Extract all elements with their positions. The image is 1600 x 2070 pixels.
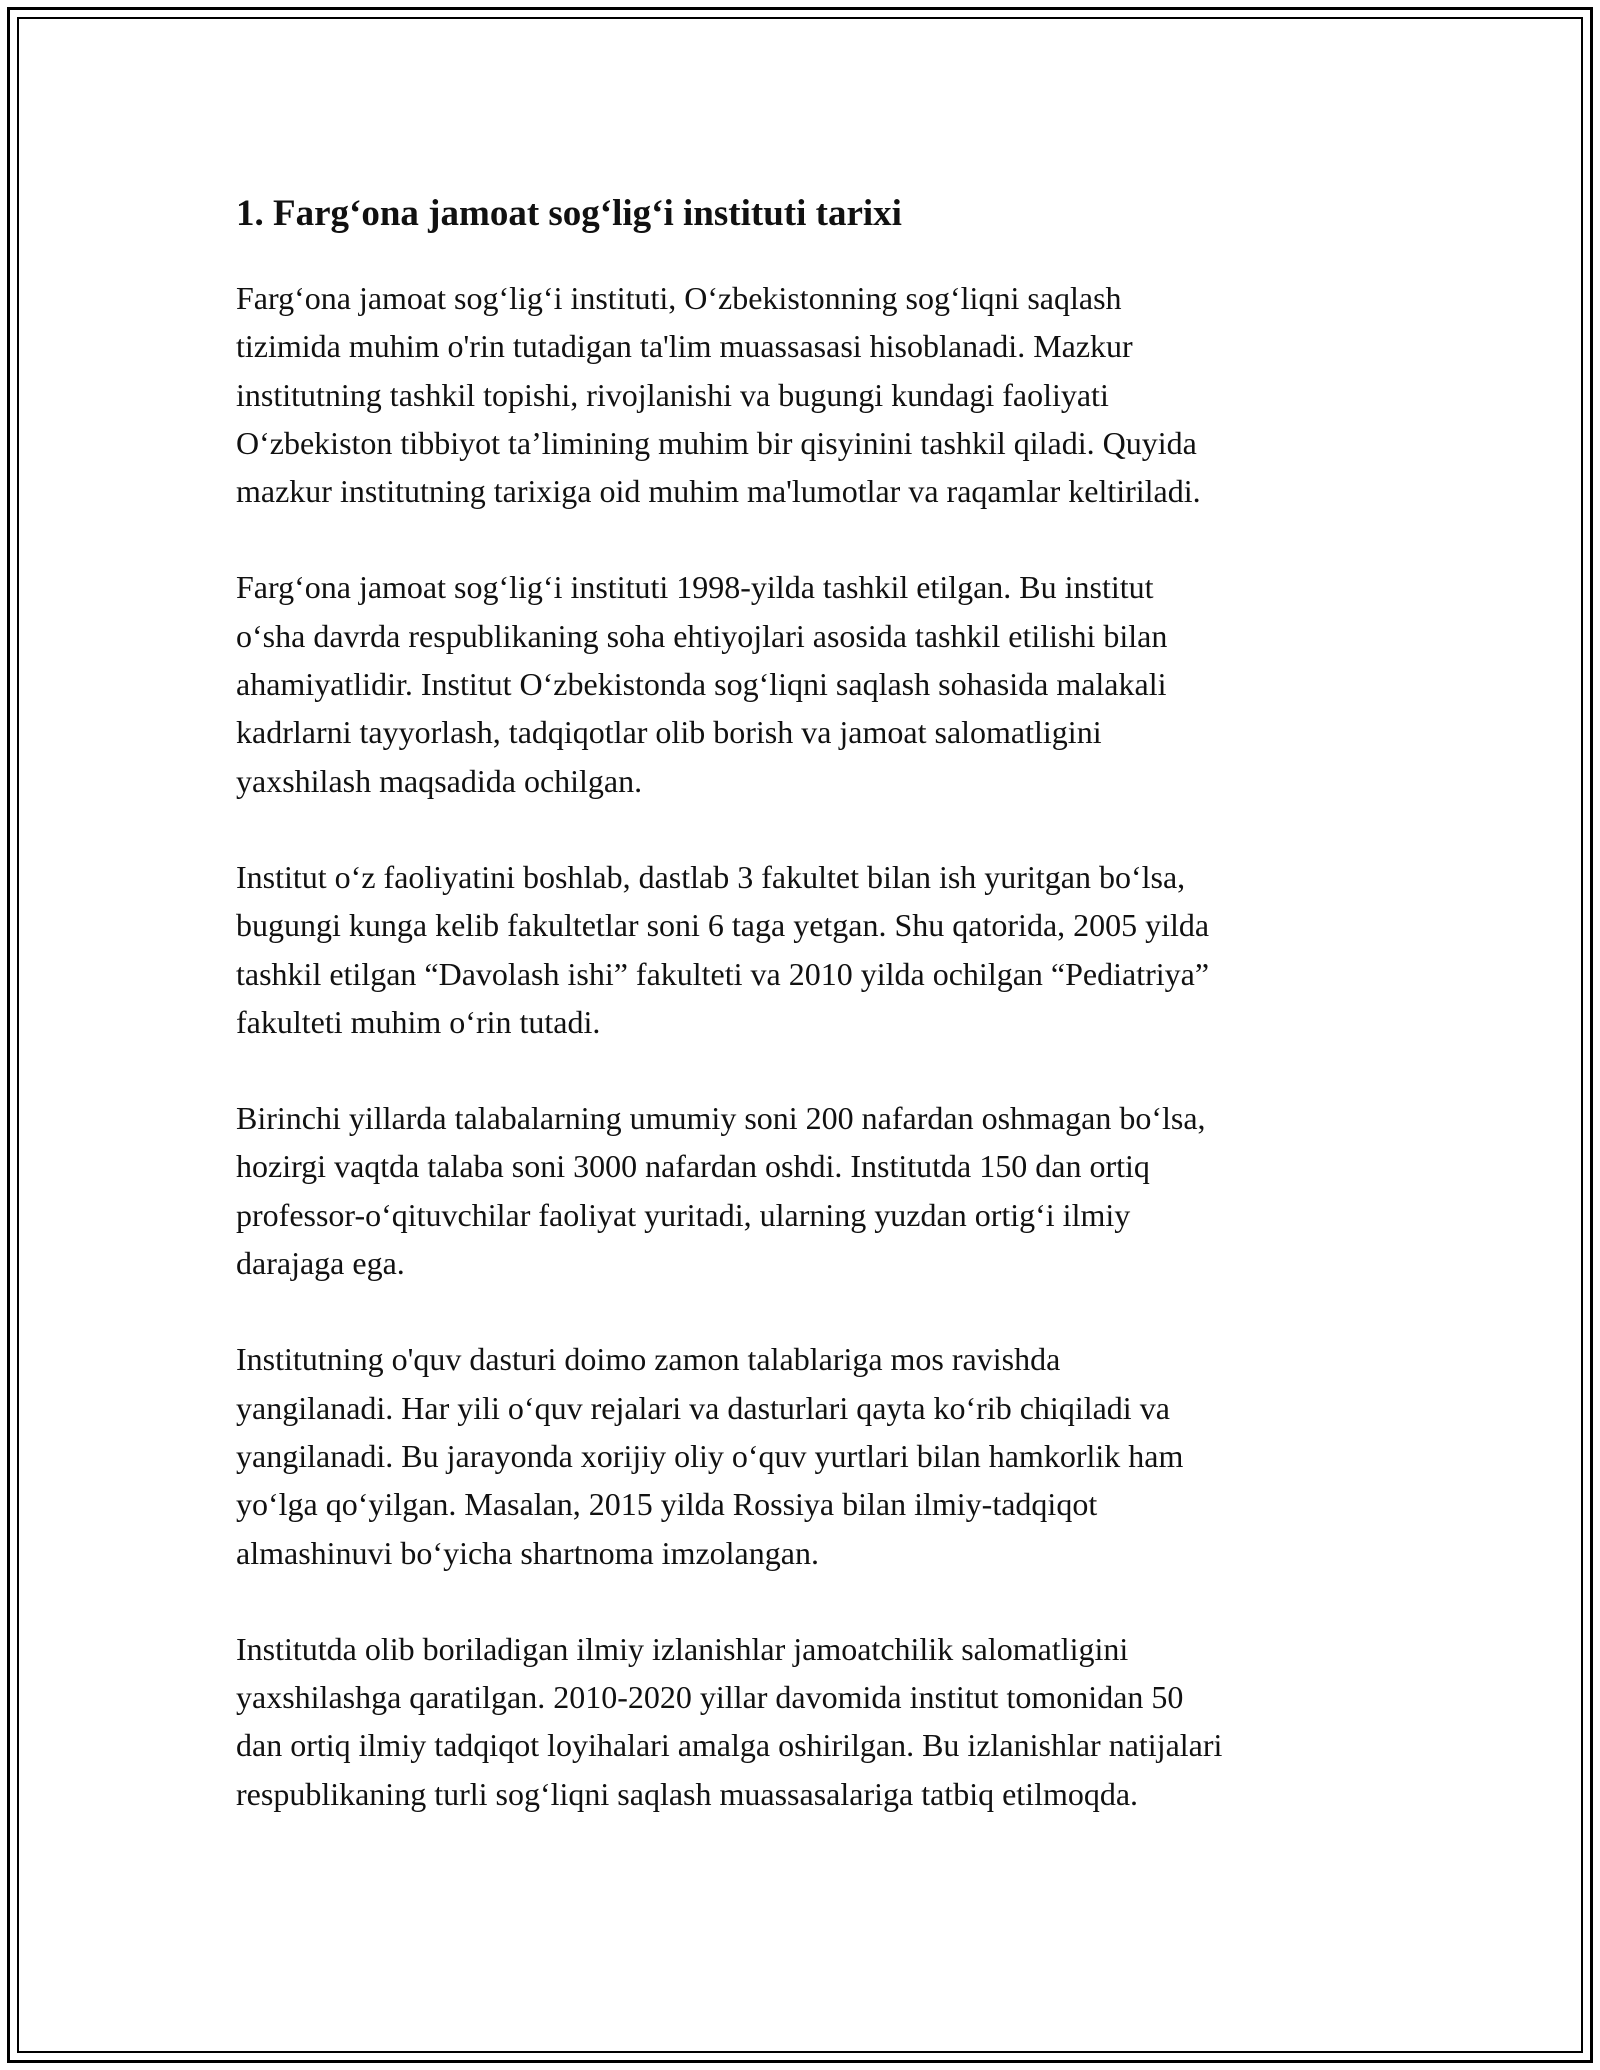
paragraph-faculties [236,853,1386,1046]
text-line: o‘sha davrda respublikaning soha ehtiyojlari asosida tashkil etilishi bilan [236,617,1168,654]
text-line: yangilanadi. Har yili o‘quv rejalari va dasturlari qayta ko‘rib chiqiladi va [236,1389,1170,1426]
text-line: Farg‘ona jamoat sog‘lig‘i instituti 1998-yilda tashkil etilgan. Bu institut [236,569,1154,606]
text-line: fakulteti muhim o‘rin tutadi. [236,1003,601,1040]
text-line: Institut o‘z faoliyatini boshlab, dastlab 3 fakultet bilan ish yuritgan bo‘lsa, [236,858,1186,895]
text-line: tashkil etilgan “Davolash ishi” fakulteti va 2010 yilda ochilgan “Pediatriya” [236,955,1210,992]
paragraph-curriculum [236,1335,1386,1576]
text-line: mazkur institutning tarixiga oid muhim ma'lumotlar va raqamlar keltiriladi. [236,473,1201,510]
document-title: 1. Farg‘ona jamoat sog‘lig‘i instituti tarixi [236,193,902,234]
text-line: dan ortiq ilmiy tadqiqot loyihalari amalga oshirilgan. Bu izlanishlar natijalari [236,1727,1223,1764]
text-line: yangilanadi. Bu jarayonda xorijiy oliy o‘quv yurtlari bilan hamkorlik ham [236,1437,1184,1474]
text-line: Institutning o'quv dasturi doimo zamon talablariga mos ravishda [236,1341,1061,1378]
text-line: Farg‘ona jamoat sog‘lig‘i instituti, O‘zbekistonning sog‘liqni saqlash [236,280,1122,316]
paragraph-intro [236,274,1386,515]
text-line: ahamiyatlidir. Institut O‘zbekistonda sog‘liqni saqlash sohasida malakali [236,666,1167,703]
text-line: O‘zbekiston tibbiyot ta’limining muhim bir qisyinini tashkil qiladi. Quyida [236,424,1197,461]
text-line: Institutda olib boriladigan ilmiy izlanishlar jamoatchilik salomatligini [236,1630,1129,1667]
paragraph-students [236,1094,1386,1287]
text-line: almashinuvi bo‘yicha shartnoma imzolangan. [236,1534,819,1571]
paragraph-research [236,1625,1386,1818]
text-line: Birinchi yillarda talabalarning umumiy soni 200 nafardan oshmagan bo‘lsa, [236,1100,1206,1137]
text-line: kadrlarni tayyorlash, tadqiqotlar olib borish va jamoat salomatligini [236,714,1102,751]
text-line: yo‘lga qo‘yilgan. Masalan, 2015 yilda Rossiya bilan ilmiy-tadqiqot [236,1486,1098,1523]
text-line: tizimida muhim o'rin tutadigan ta'lim muassasasi hisoblanadi. Mazkur [236,328,1133,365]
document-body [236,186,1386,1866]
paragraph-founding [236,563,1386,804]
text-line: institutning tashkil topishi, rivojlanishi va bugungi kundagi faoliyati [236,376,1109,413]
text-line: respublikaning turli sog‘liqni saqlash muassasalariga tatbiq etilmoqda. [236,1775,1139,1812]
text-line: darajaga ega. [236,1245,405,1282]
text-line: hozirgi vaqtda talaba soni 3000 nafardan oshdi. Institutda 150 dan ortiq [236,1148,1150,1185]
text-line: professor-o‘qituvchilar faoliyat yuritadi, ularning yuzdan ortig‘i ilmiy [236,1196,1131,1233]
text-line: yaxshilashga qaratilgan. 2010-2020 yillar davomida institut tomonidan 50 [236,1679,1184,1716]
text-line: yaxshilash maqsadida ochilgan. [236,762,643,799]
text-line: bugungi kunga kelib fakultetlar soni 6 taga yetgan. Shu qatorida, 2005 yilda [236,907,1210,944]
